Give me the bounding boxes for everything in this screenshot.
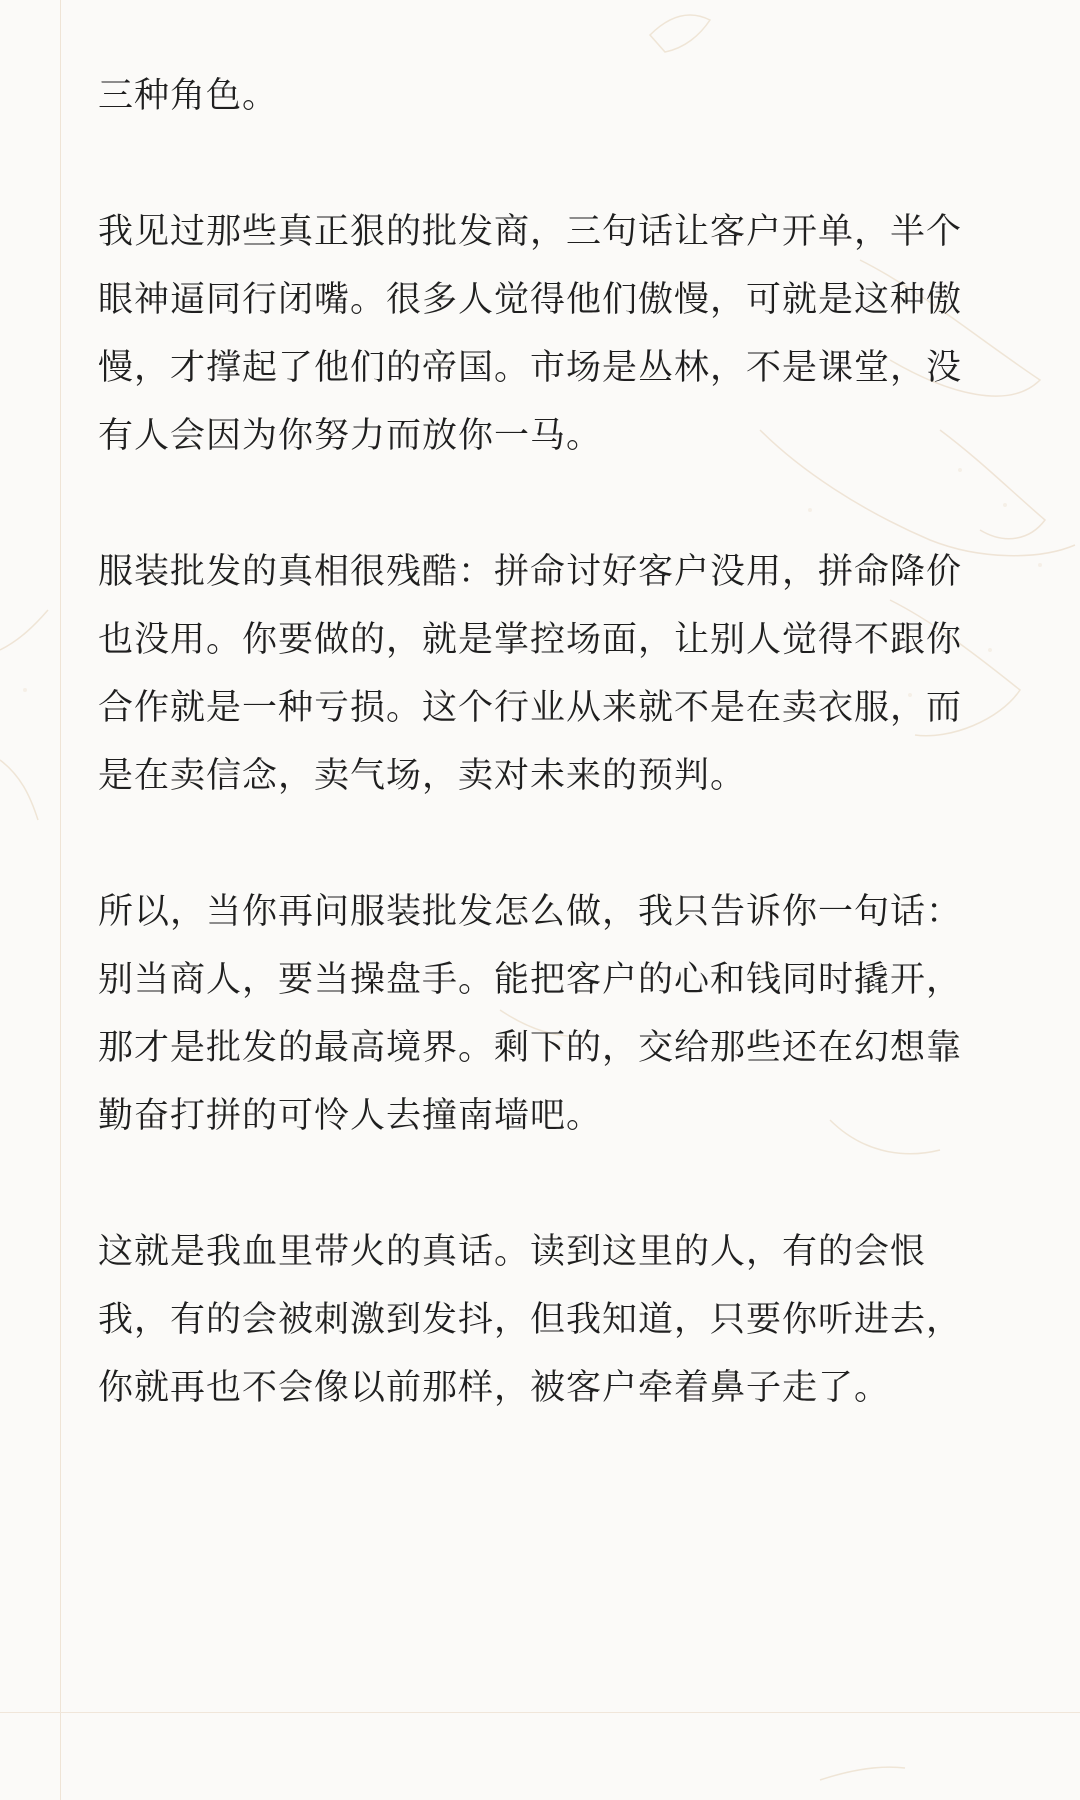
paragraph-3: 服装批发的真相很残酷：拼命讨好客户没用，拼命降价 也没用。你要做的，就是掌控场面，让别人觉得不跟你 合作就是一种亏损。这个行业从来就不是在卖衣服，而 是在卖信念，卖气场，卖对未来的预判。 [98, 552, 963, 796]
paragraph-2: 我见过那些真正狠的批发商，三句话让客户开单，半个 眼神逼同行闭嘴。很多人觉得他们傲慢，可就是这种傲 慢，才撑起了他们的帝国。市场是丛林，不是课堂，没 有人会因为你努力而放你一马。 [98, 212, 963, 456]
bottom-divider-line [0, 1712, 1080, 1713]
article-content [98, 62, 1028, 1490]
left-margin-line [60, 0, 61, 1800]
paragraph-5: 这就是我血里带火的真话。读到这里的人，有的会恨 我，有的会被刺激到发抖，但我知道，只要你听进去， 你就再也不会像以前那样，被客户牵着鼻子走了。 [98, 1232, 963, 1408]
paragraph-1: 三种角色。 [98, 76, 279, 116]
paragraph-4: 所以，当你再问服装批发怎么做，我只告诉你一句话： 别当商人，要当操盘手。能把客户的心和钱同时撬开， 那才是批发的最高境界。剩下的，交给那些还在幻想靠 勤奋打拼的可怜人去撞南墙吧。 [98, 892, 963, 1136]
